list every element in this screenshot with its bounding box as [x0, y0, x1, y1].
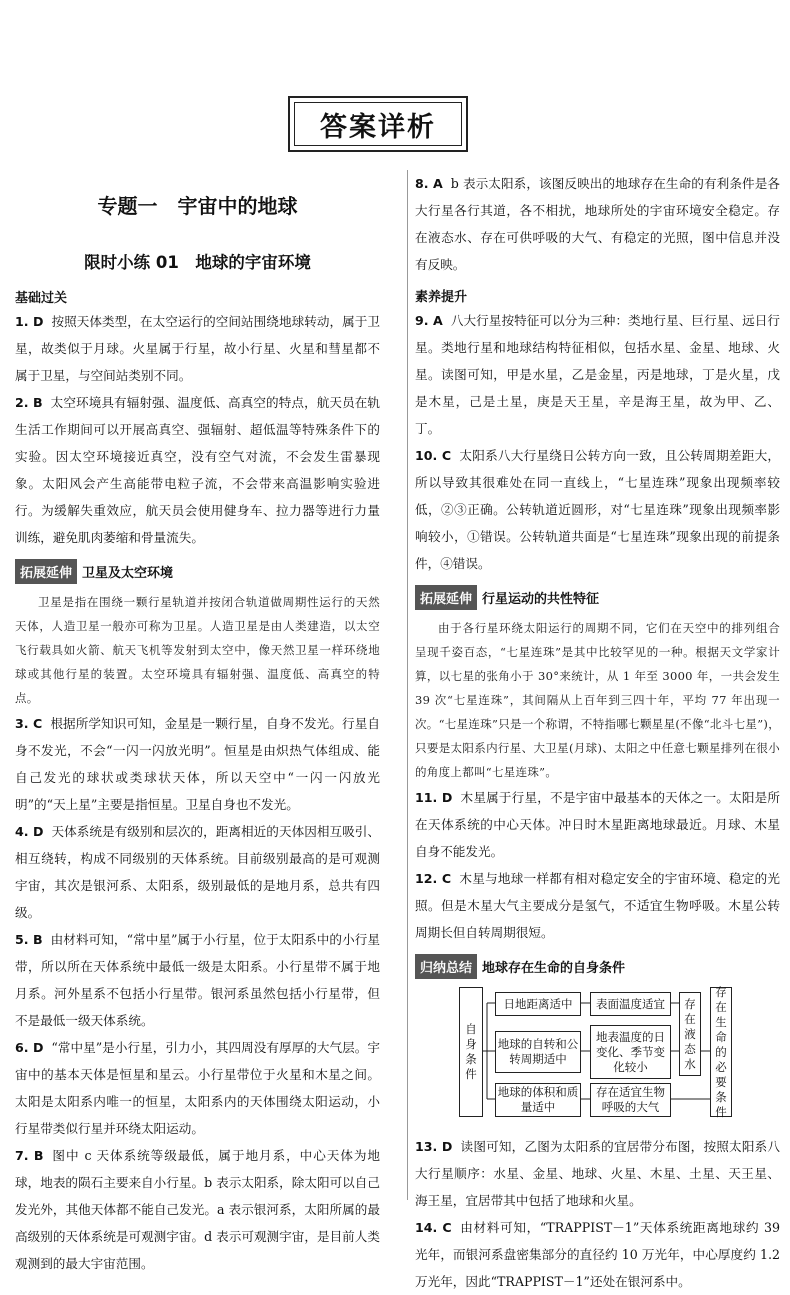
right-column [415, 170, 780, 1295]
diagram-liquid-water: 存在液态水 [679, 992, 701, 1076]
summary-tag: 归纳总结 地球存在生命的自身条件 [415, 954, 780, 979]
column-divider [407, 170, 408, 1200]
lesson-title: 限时小练 01 地球的宇宙环境 [84, 253, 311, 272]
page-title: 答案详析 [288, 96, 468, 152]
extension-tag: 拓展延伸 卫星及太空环境 [15, 559, 380, 584]
extension-tag: 拓展延伸 行星运动的共性特征 [415, 585, 780, 610]
diagram-effect-3: 存在适宜生物呼吸的大气 [590, 1083, 671, 1117]
answer-13: 13. D 读图可知，乙图为太阳系的宜居带分布图，按照太阳系八大行星顺序：水星、金星、地球、火星、木星、土星、天王星、海王星，宜居带其中包括了地球和火星。 [415, 1139, 780, 1208]
answer-6: 6. D “常中星”是小行星，引力小，其四周没有厚厚的大气层。宇宙中的基本天体是恒星和星云。小行星带位于火星和木星之间。太阳是太阳系内唯一的恒星，太阳系内的天体围绕太阳运动，小行星带类似行星并环绕太阳运动。 [15, 1040, 380, 1136]
diagram-condition-2: 地球的自转和公转周期适中 [495, 1031, 581, 1073]
chapter-title: 专题一 宇宙中的地球 [97, 194, 298, 218]
answer-7: 7. B 图中 c 天体系统等级最低，属于地月系，中心天体为地球，地表的陨石主要来自小行星。b 表示太阳系，除太阳可以自己发光外，其他天体都不能自己发光。a 表示银河系，太阳所属的最高级别的天体系统是可观测宇宙。d 表示可观测宇宙，是目前人类观测到的最大宇宙范围。 [15, 1148, 380, 1271]
answer-8: 8. A b 表示太阳系，该图反映出的地球存在生命的有利条件是各大行星各行其道，各不相扰，地球所处的宇宙环境安全稳定。存在液态水、存在可供呼吸的大气、有稳定的光照，图中信息并没有反映。 [415, 176, 780, 272]
answer-2: 2. B 太空环境具有辐射强、温度低、高真空的特点，航天员在轨生活工作期间可以开展高真空、强辐射、超低温等特殊条件下的实验。因太空环境接近真空，没有空气对流，不会发生雷暴现象。太阳风会产生高能带电粒子流，不会带来高温影响实验进行。为缓解失重效应，航天员会使用健身车、拉力器等进行力量训练，避免肌肉萎缩和骨量流失。 [15, 395, 381, 545]
diagram-condition-3: 地球的体积和质量适中 [495, 1083, 581, 1117]
life-conditions-diagram [415, 984, 780, 1127]
section-heading-advanced: 素养提升 [415, 290, 468, 305]
answer-9: 9. A 八大行星按特征可以分为三种：类地行星、巨行星、远日行星。类地行星和地球结构特征相似，包括水星、金星、地球、火星。读图可知，甲是水星，乙是金星，丙是地球，丁是火星，戊是木星，己是土星，庚是天王星，辛是海王星，故为甲、乙、丁。 [415, 313, 780, 436]
answer-11: 11. D 木星属于行星，不是宇宙中最基本的天体之一。太阳是所在天体系统的中心天体。冲日时木星距离地球最近。月球、木星自身不能发光。 [415, 790, 780, 859]
answer-1: 1. D 按照天体类型，在太空运行的空间站围绕地球转动，属于卫星，故类似于月球。火星属于行星，故小行星、火星和彗星都不属于卫星，与空间站类别不同。 [15, 314, 381, 383]
answer-5: 5. B 由材料可知，“常中星”属于小行星，位于太阳系中的小行星带，所以所在天体系统中最低一级是太阳系。小行星带不属于地月系。河外星系不包括小行星带。银河系虽然包括小行星带，但不是最低一级天体系统。 [15, 932, 380, 1028]
answer-12: 12. C 木星与地球一样都有相对稳定安全的宇宙环境、稳定的光照。但是木星大气主要成分是氢气，不适宜生物呼吸。木星公转周期长但自转周期很短。 [415, 871, 781, 940]
answer-14: 14. C 由材料可知，“TRAPPIST－1”天体系统距离地球约 39 光年，而银河系盘密集部分的直径约 10 万光年，中心厚度约 1.2 万光年，因此“TRAPPIST－1”还处在银河系中。 [415, 1220, 780, 1289]
answer-10: 10. C 太阳系八大行星绕日公转方向一致，且公转周期差距大，所以导致其很难处在同一直线上，“七星连珠”现象出现频率较低，②③正确。公转轨道近圆形，对“七星连珠”现象出现频率影响较小，①错误。公转轨道共面是“七星连珠”现象出现的前提条件，④错误。 [415, 448, 781, 571]
left-column [15, 170, 380, 1277]
diagram-effect-1: 表面温度适宜 [590, 992, 671, 1016]
section-heading-basic: 基础过关 [15, 291, 68, 306]
answer-4: 4. D 天体系统是有级别和层次的，距离相近的天体因相互吸引、相互绕转，构成不同级别的天体系统。目前级别最高的是可观测宇宙，其次是银河系、太阳系，级别最低的是地月系，总共有四级。 [15, 824, 381, 920]
answer-3: 3. C 根据所学知识可知，金星是一颗行星，自身不发光。行星自身不发光，不会“一闪一闪放光明”。恒星是由炽热气体组成、能自己发光的球状或类球状天体，所以天空中“一闪一闪放光明”的“天上星”主要是指恒星。卫星自身也不发光。 [15, 716, 380, 812]
diagram-condition-1: 日地距离适中 [495, 992, 581, 1016]
extension-text: 由于各行星环绕太阳运行的周期不同，它们在天空中的排列组合呈现千姿百态，“七星连珠”是其中比较罕见的一种。根据天文学家计算，以七星的张角小于 30°来统计，从 1 年至 3000 年，一共会发生 39 次“七星连珠”，其间隔从上百年到三四十年，平均 77 年出现一次。“七星连珠”只是一个称谓，不特指哪七颗星星(不像“北斗七星”)，只要是太阳系内行星、大卫星(月球)、太阳之中任意七颗星排列在很小的角度上都叫“七星连珠”。 [415, 621, 780, 779]
diagram-effect-2: 地表温度的日变化、季节变化较小 [590, 1025, 671, 1079]
diagram-root: 自身条件 [459, 987, 483, 1117]
extension-text: 卫星是指在围绕一颗行星轨道并按闭合轨道做周期性运行的天然天体，人造卫星一般亦可称为卫星。人造卫星是由人类建造，以太空飞行载具如火箭、航天飞机等发射到太空中，像天然卫星一样环绕地球或其他行星的装置。太空环境具有辐射强、温度低、高真空的特点。 [15, 595, 380, 705]
diagram-result: 存在生命的必要条件 [710, 987, 732, 1117]
